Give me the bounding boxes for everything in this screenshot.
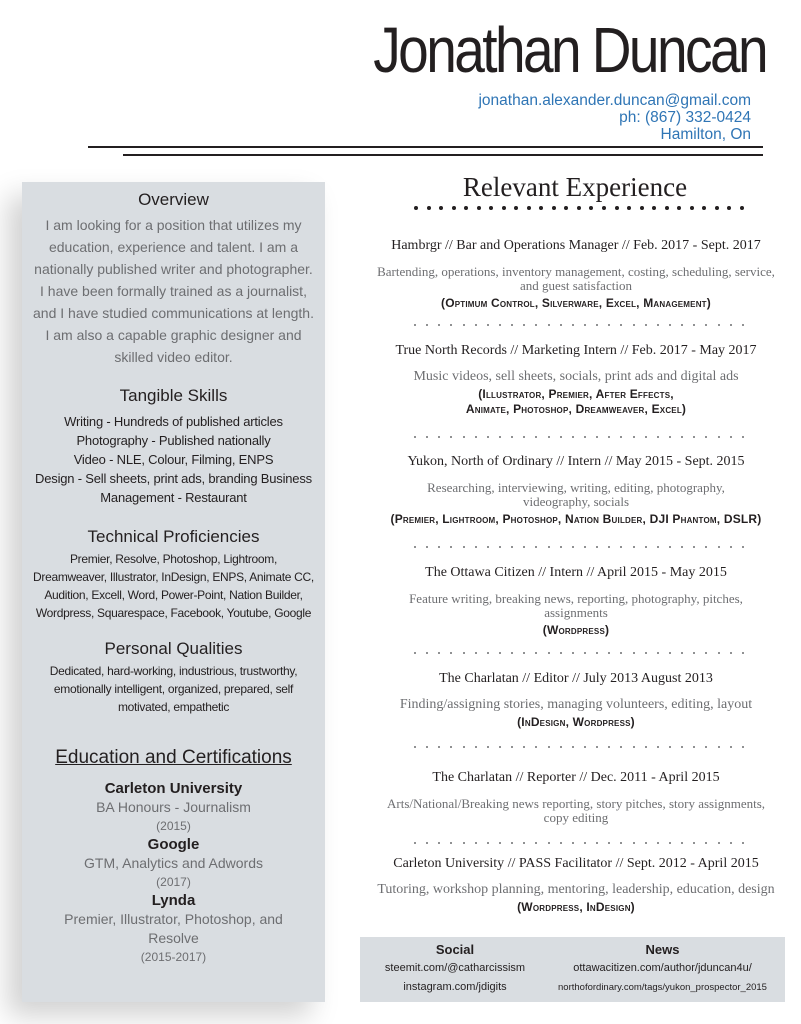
name-heading: Jonathan Duncan — [373, 14, 766, 86]
overview-title: Overview — [138, 190, 209, 209]
news-link[interactable]: northofordinary.com/tags/yukon_prospector_2015 — [558, 982, 767, 993]
social-column — [360, 941, 550, 997]
job-entry: The Ottawa Citizen // Intern // April 2015 - May 2015 Feature writing, breaking news, reporting, photography, pitches, assignments (Wordpress) — [409, 565, 743, 637]
location: Hamilton, On — [660, 126, 751, 143]
job-divider — [414, 546, 744, 550]
overview-text: I am looking for a position that utilizes my education, experience and talent. I am a nationally published writer and photographer. I have been formally trained as a journalist, and I have studied communications at length. I am also a capable graphic designer and skilled video editor. — [33, 217, 314, 365]
job-divider — [414, 746, 744, 750]
experience-title: Relevant Experience — [462, 172, 688, 202]
links-box — [360, 937, 785, 1002]
job-divider — [414, 652, 744, 656]
skills-list: Writing - Hundreds of published articles Photography - Published nationally Video - NLE, Colour, Filming, ENPS Design - Sell sheets, print ads, branding Business Management - Restaurant — [35, 414, 312, 505]
contact-block — [478, 92, 751, 143]
social-title: Social — [435, 942, 475, 957]
qualities-title: Personal Qualities — [104, 639, 243, 658]
education-title: Education and Certifications — [55, 747, 292, 768]
job-divider — [414, 436, 744, 440]
education-entry: Google GTM, Analytics and Adwords (2017) — [84, 836, 263, 889]
job-entry: Carleton University // PASS Facilitator // Sept. 2012 - April 2015 Tutoring, workshop planning, mentoring, leadership, education, design (Wordpress, InDesign) — [377, 856, 775, 914]
header-rule-top — [88, 146, 763, 148]
tech-list: Premier, Resolve, Photoshop, Lightroom, Dreamweaver, Illustrator, InDesign, ENPS, Animate CC, Audition, Excell, Word, Power-Point, Nation Builder, Wordpress, Squarespace, Facebook, Youtube, Google — [33, 552, 314, 620]
social-link[interactable]: steemit.com/@catharcissism — [384, 962, 526, 974]
job-divider — [414, 842, 744, 846]
education-entry: Carleton University BA Honours - Journalism (2015) — [96, 780, 251, 833]
tech-title: Technical Proficiencies — [87, 527, 260, 546]
job-entry: Yukon, North of Ordinary // Intern // May 2015 - Sept. 2015 Researching, interviewing, writing, editing, photography, videography, socials (Premier, Lightroom, Photoshop, Nation Builder, DJI Phantom, DSLR) — [390, 454, 762, 526]
job-entry: True North Records // Marketing Intern // Feb. 2017 - May 2017 Music videos, sell sheets, socials, print ads and digital ads (Illustrator, Premier, After Effects, Animate, Photoshop, Dreamweaver, Excel) — [395, 343, 757, 416]
news-column — [540, 941, 785, 997]
title-dot-divider — [414, 206, 744, 214]
job-entry: The Charlatan // Reporter // Dec. 2011 - April 2015 Arts/National/Breaking news reporting, story pitches, story assignments, copy editing — [386, 770, 766, 825]
job-divider — [414, 324, 744, 328]
news-title: News — [645, 942, 680, 957]
sidebar-panel — [22, 182, 325, 1002]
skills-title: Tangible Skills — [119, 386, 228, 405]
news-link[interactable]: ottawacitizen.com/author/jduncan4u/ — [573, 962, 752, 974]
header-rule-bottom — [123, 154, 763, 156]
email-link[interactable]: jonathan.alexander.duncan@gmail.com — [478, 92, 751, 109]
job-entry: Hambrgr // Bar and Operations Manager // Feb. 2017 - Sept. 2017 Bartending, operations, inventory management, costing, scheduling, service, and guest satisfaction (Optimum Control, Silverware, Excel, Management) — [377, 238, 775, 310]
phone-number: ph: (867) 332-0424 — [619, 109, 751, 126]
education-entry: Lynda Premier, Illustrator, Photoshop, and Resolve (2015-2017) — [64, 892, 283, 964]
qualities-list: Dedicated, hard-working, industrious, trustworthy, emotionally intelligent, organized, prepared, self motivated, empathetic — [49, 664, 298, 714]
social-link[interactable]: instagram.com/jdigits — [403, 981, 507, 993]
job-entry: The Charlatan // Editor // July 2013 August 2013 Finding/assigning stories, managing volunteers, editing, layout (InDesign, Wordpress) — [399, 671, 753, 729]
